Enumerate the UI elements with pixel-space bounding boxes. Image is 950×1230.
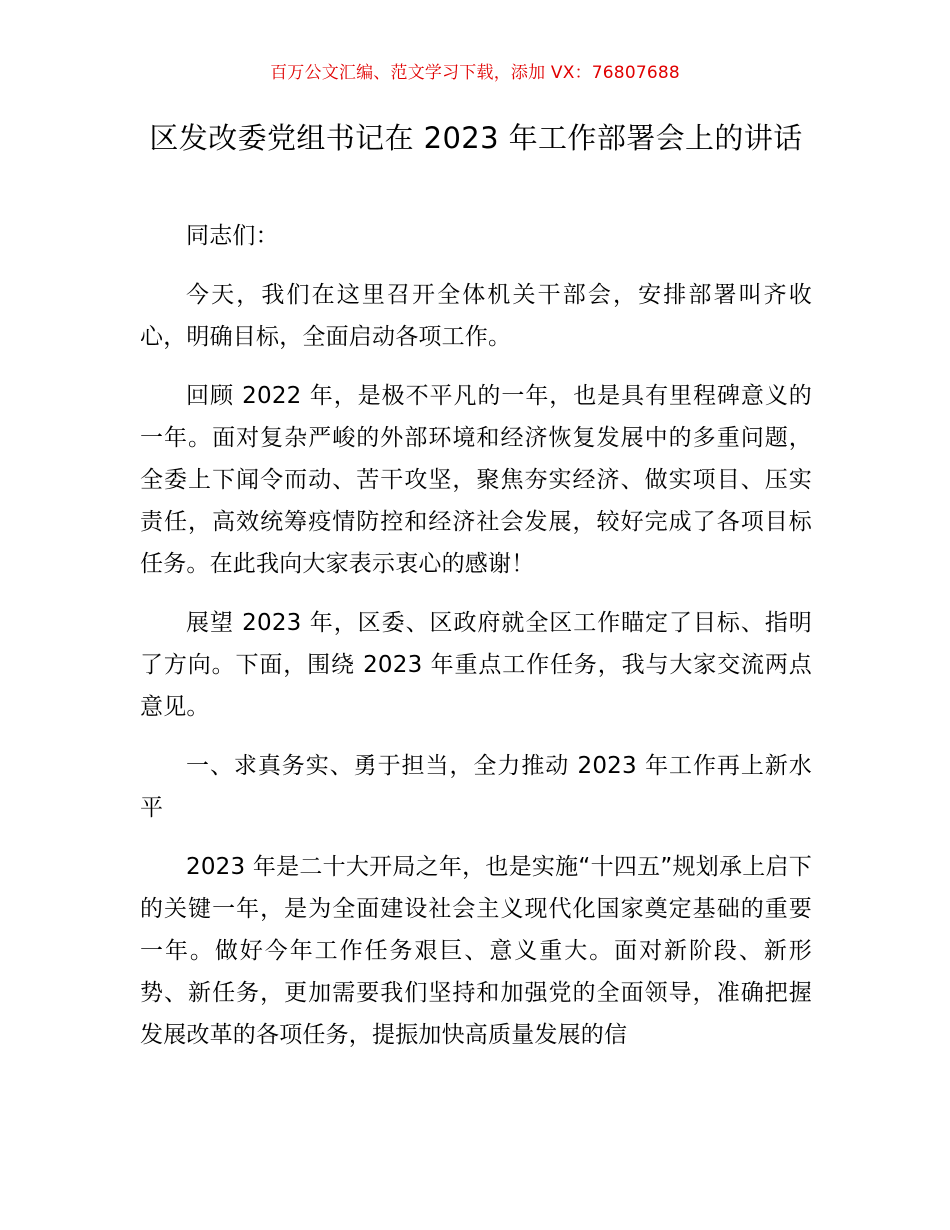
document-body [140, 215, 812, 1073]
section-heading-1: 一、求真务实、勇于担当，全力推动 2023 年工作再上新水平 [140, 753, 812, 821]
paragraph-intro: 今天，我们在这里召开全体机关干部会，安排部署叫齐收心，明确目标，全面启动各项工作。 [140, 282, 812, 350]
paragraph-outlook: 展望 2023 年，区委、区政府就全区工作瞄定了目标、指明了方向。下面，围绕 2023 年重点工作任务，我与大家交流两点意见。 [140, 610, 812, 720]
salutation: 同志们： [186, 223, 279, 249]
document-title: 区发改委党组书记在 2023 年工作部署会上的讲话 [149, 121, 803, 155]
watermark-banner: 百万公文汇编、范文学习下载，添加 VX：76807688 [270, 63, 680, 83]
paragraph-review: 回顾 2022 年，是极不平凡的一年，也是具有里程碑意义的一年。面对复杂严峻的外部环境和经济恢复发展中的多重问题，全委上下闻令而动、苦干攻坚，聚焦夯实经济、做实项目、压实责任，高效统筹疫情防控和经济社会发展，较好完成了各项目标任务。在此我向大家表示衷心的感谢！ [140, 383, 812, 577]
paragraph-section-1: 2023 年是二十大开局之年，也是实施“十四五”规划承上启下的关键一年，是为全面建设社会主义现代化国家奠定基础的重要一年。做好今年工作任务艰巨、意义重大。面对新阶段、新形势、新任务，更加需要我们坚持和加强党的全面领导，准确把握发展改革的各项任务，提振加快高质量发展的信 [140, 854, 812, 1048]
